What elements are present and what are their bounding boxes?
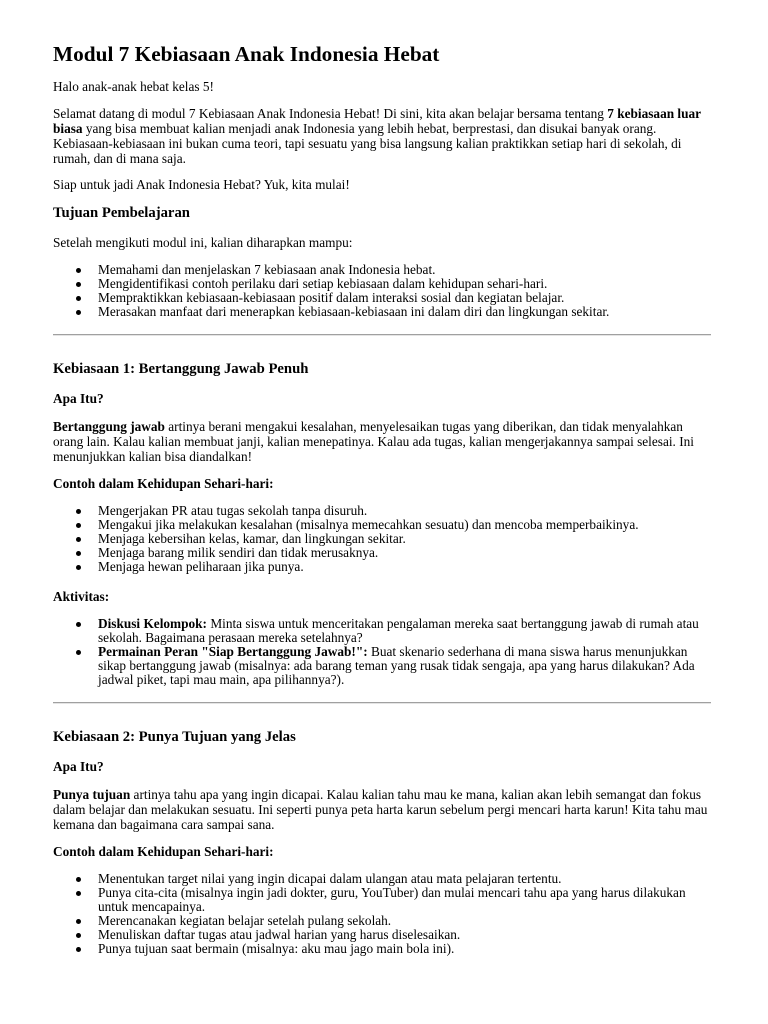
habit1-what-text: artinya berani mengakui kesalahan, menyelesaikan tugas yang diberikan, dan tidak menyalahkan orang lain. Kalau kalian membuat janji, kalian menepatinya. Kalau ada tugas, kalian mengerjakannya sampai selesai. Ini menunjukkan kalian bisa diandalkan! [53, 419, 694, 464]
list-item: Menjaga barang milik sendiri dan tidak merusaknya. [53, 546, 715, 560]
activity-text: Buat skenario sederhana di mana siswa harus menunjukkan sikap bertanggung jawab (misalnya: ada barang teman yang rusak tidak sengaja, apa yang harus dilakukan? Ada jadwal piket, tapi mau main, apa pilihannya?). [98, 644, 695, 687]
habit1-examples-heading: Contoh dalam Kehidupan Sehari-hari: [53, 476, 274, 491]
intro-text-after: yang bisa membuat kalian menjadi anak Indonesia yang lebih hebat, berprestasi, dan disukai banyak orang. Kebiasaan-kebiasaan ini bukan cuma teori, tapi sesuatu yang bisa langsung kalian praktikkan setiap hari di sekolah, di rumah, dan di mana saja. [53, 121, 682, 166]
habit2-what-text: artinya tahu apa yang ingin dicapai. Kalau kalian tahu mau ke mana, kalian akan lebih semangat dan fokus dalam belajar dan melakukan sesuatu. Ini seperti punya peta harta karun sebelum pergi mencari harta karun! Kita tahu mau kemana dan bagaimana cara sampai sana. [53, 787, 708, 832]
list-item: Mengidentifikasi contoh perilaku dari setiap kebiasaan dalam kehidupan sehari-hari. [53, 277, 715, 291]
list-item: Memahami dan menjelaskan 7 kebiasaan anak Indonesia hebat. [53, 263, 715, 277]
habit2-heading: Kebiasaan 2: Punya Tujuan yang Jelas [53, 729, 296, 745]
section-divider [53, 334, 711, 336]
habit1-activities-heading: Aktivitas: [53, 589, 110, 604]
habit2-examples-list [53, 872, 715, 956]
habit1-examples-list [53, 504, 715, 574]
activity-title: Permainan Peran "Siap Bertanggung Jawab!": [98, 644, 368, 659]
intro-text-before: Selamat datang di modul 7 Kebiasaan Anak Indonesia Hebat! Di sini, kita akan belajar bersama tentang [53, 106, 608, 121]
list-item: Punya tujuan saat bermain (misalnya: aku mau jago main bola ini). [53, 942, 715, 956]
list-item: Merasakan manfaat dari menerapkan kebiasaan-kebiasaan ini dalam diri dan lingkungan sekitar. [53, 305, 715, 319]
list-item: Menuliskan daftar tugas atau jadwal harian yang harus diselesaikan. [53, 928, 715, 942]
intro-bold-text: 7 kebiasaan luar biasa [53, 106, 701, 136]
section-divider [53, 702, 711, 704]
list-item: Mengakui jika melakukan kesalahan (misalnya memecahkan sesuatu) dan mencoba memperbaikinya. [53, 518, 715, 532]
habit2-what-paragraph [53, 787, 715, 832]
list-item: Merencanakan kegiatan belajar setelah pulang sekolah. [53, 914, 715, 928]
habit2-what-heading: Apa Itu? [53, 759, 104, 774]
list-item [53, 645, 715, 687]
habit2-examples-heading: Contoh dalam Kehidupan Sehari-hari: [53, 844, 274, 859]
greeting-text: Halo anak-anak hebat kelas 5! [53, 79, 214, 94]
habit1-what-paragraph [53, 419, 715, 464]
activity-text: Minta siswa untuk menceritakan pengalaman mereka saat bertanggung jawab di rumah atau sekolah. Bagaimana perasaan mereka setelahnya? [98, 616, 699, 645]
habit1-activities-list [53, 617, 715, 687]
list-item: Menentukan target nilai yang ingin dicapai dalam ulangan atau mata pelajaran tertentu. [53, 872, 715, 886]
activity-title: Diskusi Kelompok: [98, 616, 207, 631]
intro-paragraph [53, 106, 715, 166]
call-to-action-text: Siap untuk jadi Anak Indonesia Hebat? Yuk, kita mulai! [53, 177, 350, 192]
list-item: Mempraktikkan kebiasaan-kebiasaan positif dalam interaksi sosial dan kegiatan belajar. [53, 291, 715, 305]
list-item: Menjaga hewan peliharaan jika punya. [53, 560, 715, 574]
list-item: Menjaga kebersihan kelas, kamar, dan lingkungan sekitar. [53, 532, 715, 546]
list-item: Punya cita-cita (misalnya ingin jadi dokter, guru, YouTuber) dan mulai mencari tahu apa yang harus dilakukan untuk mencapainya. [53, 886, 715, 914]
objectives-heading: Tujuan Pembelajaran [53, 205, 190, 221]
objectives-list [53, 263, 715, 319]
habit1-what-heading: Apa Itu? [53, 391, 104, 406]
list-item: Mengerjakan PR atau tugas sekolah tanpa disuruh. [53, 504, 715, 518]
page-title: Modul 7 Kebiasaan Anak Indonesia Hebat [53, 42, 440, 66]
list-item [53, 617, 715, 645]
habit1-heading: Kebiasaan 1: Bertanggung Jawab Penuh [53, 361, 309, 377]
objectives-lead: Setelah mengikuti modul ini, kalian diharapkan mampu: [53, 235, 353, 250]
habit1-term: Bertanggung jawab [53, 419, 165, 434]
habit2-term: Punya tujuan [53, 787, 131, 802]
